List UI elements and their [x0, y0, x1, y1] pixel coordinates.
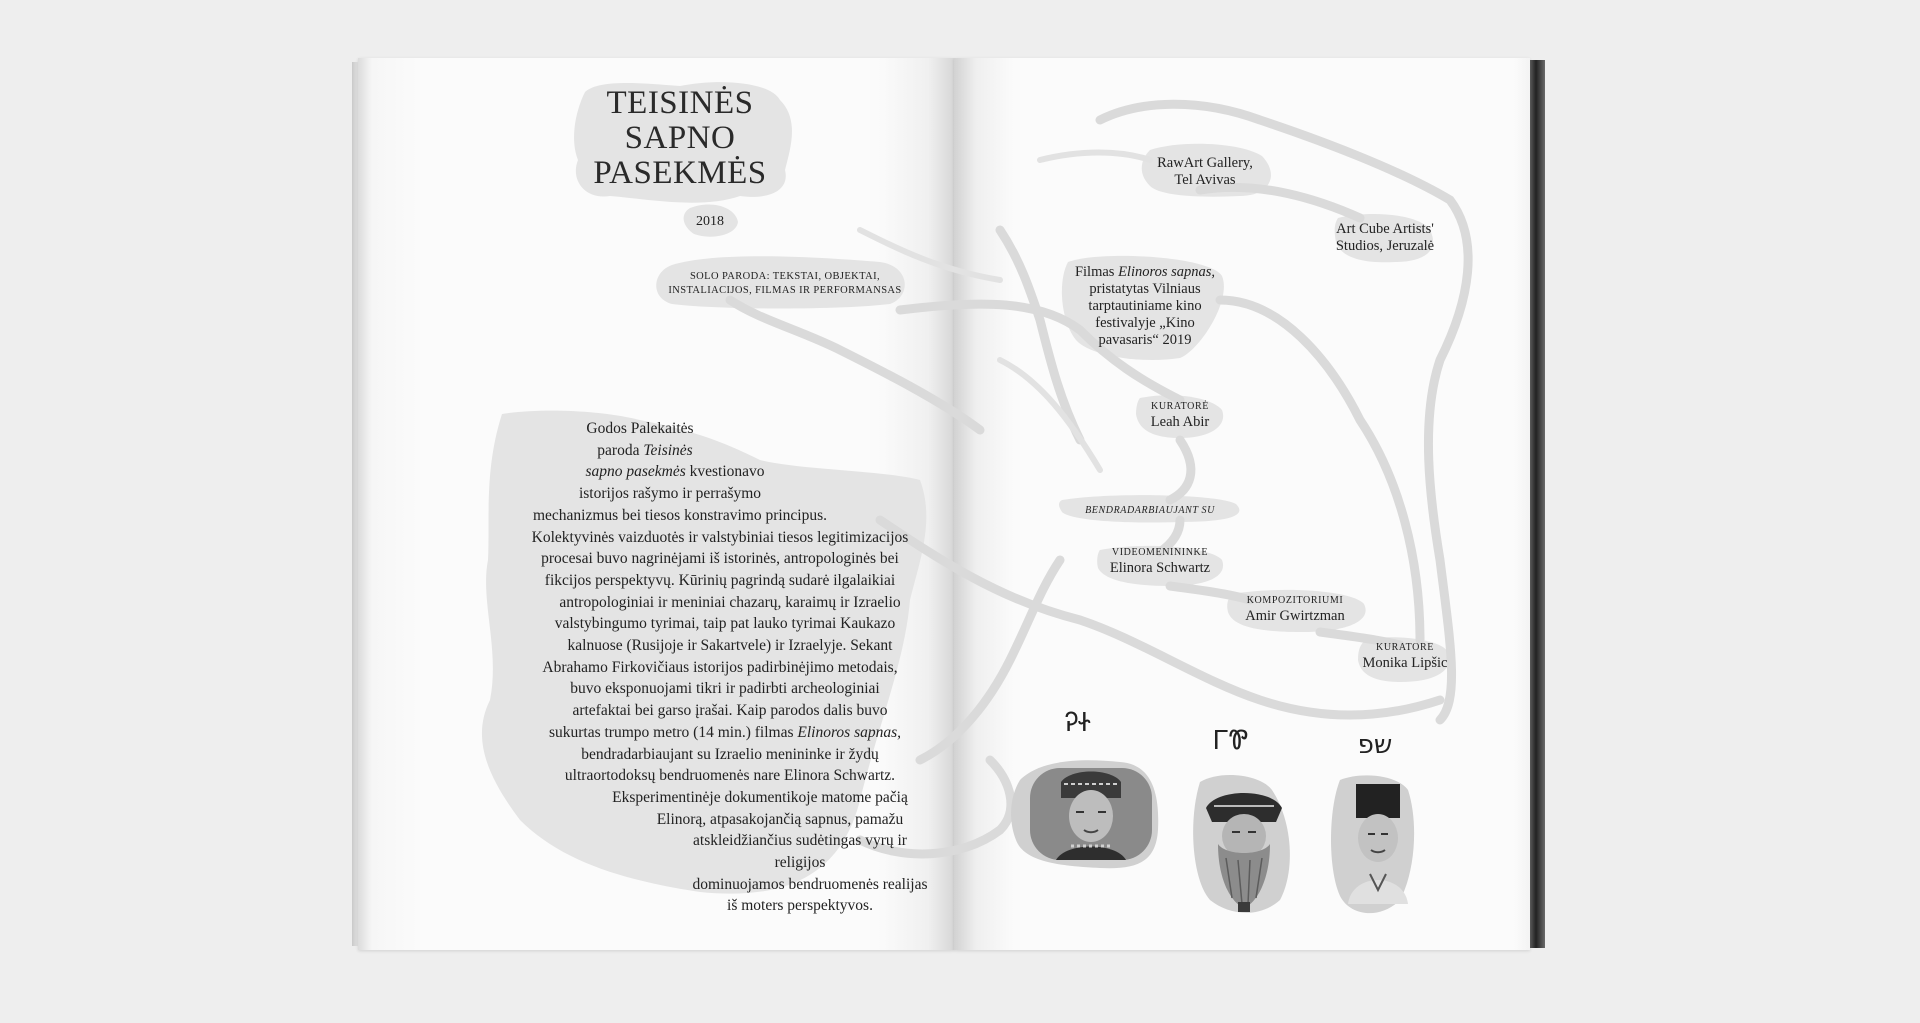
- curator-leah-role: KURATORĖ: [1151, 401, 1209, 412]
- venue-rawart-line-1: RawArt Gallery,: [1157, 155, 1253, 171]
- curator-leah-name: Leah Abir: [1150, 414, 1210, 430]
- bearded-man-portrait: [1196, 778, 1292, 914]
- body-line: valstybingumo tyrimai, taip pat lauko tyrimai Kaukazo: [554, 615, 896, 633]
- venue-art-cube-line-1: Art Cube Artists': [1336, 221, 1434, 237]
- film-line-5: pavasaris“ 2019: [1098, 332, 1192, 348]
- body-line: kalnuose (Rusijoje ir Sakartvele) ir Izraelyje. Sekant: [567, 637, 893, 655]
- body-line: Eksperimentinėje dokumentikoje matome pačią: [612, 788, 908, 806]
- body-text: [470, 418, 930, 917]
- subtitle-line-2: INSTALIACIJOS, FILMAS IR PERFORMANSAS: [668, 285, 902, 296]
- subtitle-line-1: SOLO PARODA: TEKSTAI, OBJEKTAI,: [689, 271, 881, 282]
- composer-name: Amir Gwirtzman: [1245, 608, 1345, 624]
- body-line: artefaktai bei garso įrašai. Kaip parodos dalis buvo: [572, 702, 888, 720]
- film-line-4: festivalyje „Kino: [1095, 315, 1195, 331]
- venue-rawart-line-2: Tel Avivas: [1174, 172, 1236, 188]
- young-man-portrait: [1340, 780, 1416, 908]
- venue-art-cube-line-2: Studios, Jeruzalė: [1335, 238, 1435, 254]
- curator-leah: [1120, 400, 1240, 431]
- film-line-1: Filmas Elinoros sapnas,: [1074, 264, 1216, 280]
- composer-amir: [1220, 594, 1370, 625]
- curator-monika-name: Monika Lipšic: [1362, 655, 1448, 671]
- woman-portrait: [1026, 762, 1156, 866]
- body-line: paroda Teisinės: [597, 441, 693, 459]
- curator-monika-role: KURATORE: [1376, 642, 1434, 653]
- body-line: atskleidžiančius sudėtingas vyrų ir religijos: [693, 832, 907, 872]
- body-line: Abrahamo Firkovičiaus istorijos padirbinėjimo metodais,: [542, 658, 898, 676]
- body-line: buvo eksponuojami tikri ir padirbti archeologiniai: [570, 680, 880, 698]
- glyph-symbol-1: ᎮᏐ: [1064, 708, 1092, 738]
- film-line-2: pristatytas Vilniaus: [1089, 281, 1201, 297]
- title-line-2: SAPNO: [624, 120, 736, 156]
- body-line: Godos Palekaitės: [586, 420, 694, 437]
- year-label: 2018: [696, 214, 724, 229]
- body-line: dominuojamos bendruomenės realijas: [692, 875, 928, 893]
- glyph-symbol-3: שפ: [1357, 730, 1393, 760]
- body-line: istorijos rašymo ir perrašymo: [578, 485, 762, 503]
- title-line-3: PASEKMĖS: [593, 155, 767, 191]
- body-line: Elinorą, atpasakojančią sapnus, pamažu: [656, 810, 904, 828]
- body-line: iš moters perspektyvos.: [727, 897, 873, 915]
- body-line: mechanizmus bei tiesos konstravimo principus.: [532, 506, 827, 524]
- body-line: fikcijos perspektyvų. Kūrinių pagrindą sudarė ilgalaikiai: [544, 571, 896, 589]
- collab-label: [1050, 502, 1250, 519]
- venue-rawart: [1140, 155, 1270, 189]
- body-line: sapno pasekmės kvestionavo: [585, 463, 765, 481]
- body-line: sukurtas trumpo metro (14 min.) filmas Elinoros sapnas,: [548, 723, 902, 741]
- exhibition-subtitle: [660, 270, 910, 298]
- videoartist-role: VIDEOMENININKE: [1111, 547, 1209, 558]
- venue-art-cube: [1330, 221, 1440, 255]
- videoartist-name: Elinora Schwartz: [1109, 560, 1211, 576]
- body-line: procesai buvo nagrinėjami iš istorinės, antropologinės bei: [541, 550, 899, 568]
- body-line: ultraortodoksų bendruomenės nare Elinora Schwartz.: [564, 767, 896, 785]
- composer-role: KOMPOZITORIUMI: [1246, 595, 1344, 606]
- film-line-3: tarptautiniame kino: [1088, 298, 1202, 314]
- body-line: antropologiniai ir meniniai chazarų, karaimų ir Izraelio: [559, 593, 901, 611]
- page-title: [560, 86, 800, 191]
- videoartist-elinora: [1090, 546, 1230, 577]
- glyph-symbol-2: ᎱᏈ: [1213, 726, 1249, 756]
- title-line-1: TEISINĖS: [606, 85, 754, 121]
- body-line: Kolektyvinės vaizduotės ir valstybiniai tiesos legitimizacijos: [531, 528, 909, 546]
- body-line: bendradarbiaujant su Izraelio menininke ir žydų: [581, 745, 879, 763]
- curator-monika: [1350, 641, 1460, 672]
- film-node: [1060, 264, 1230, 349]
- collab-label-text: BENDRADARBIAUJANT SU: [1085, 505, 1215, 516]
